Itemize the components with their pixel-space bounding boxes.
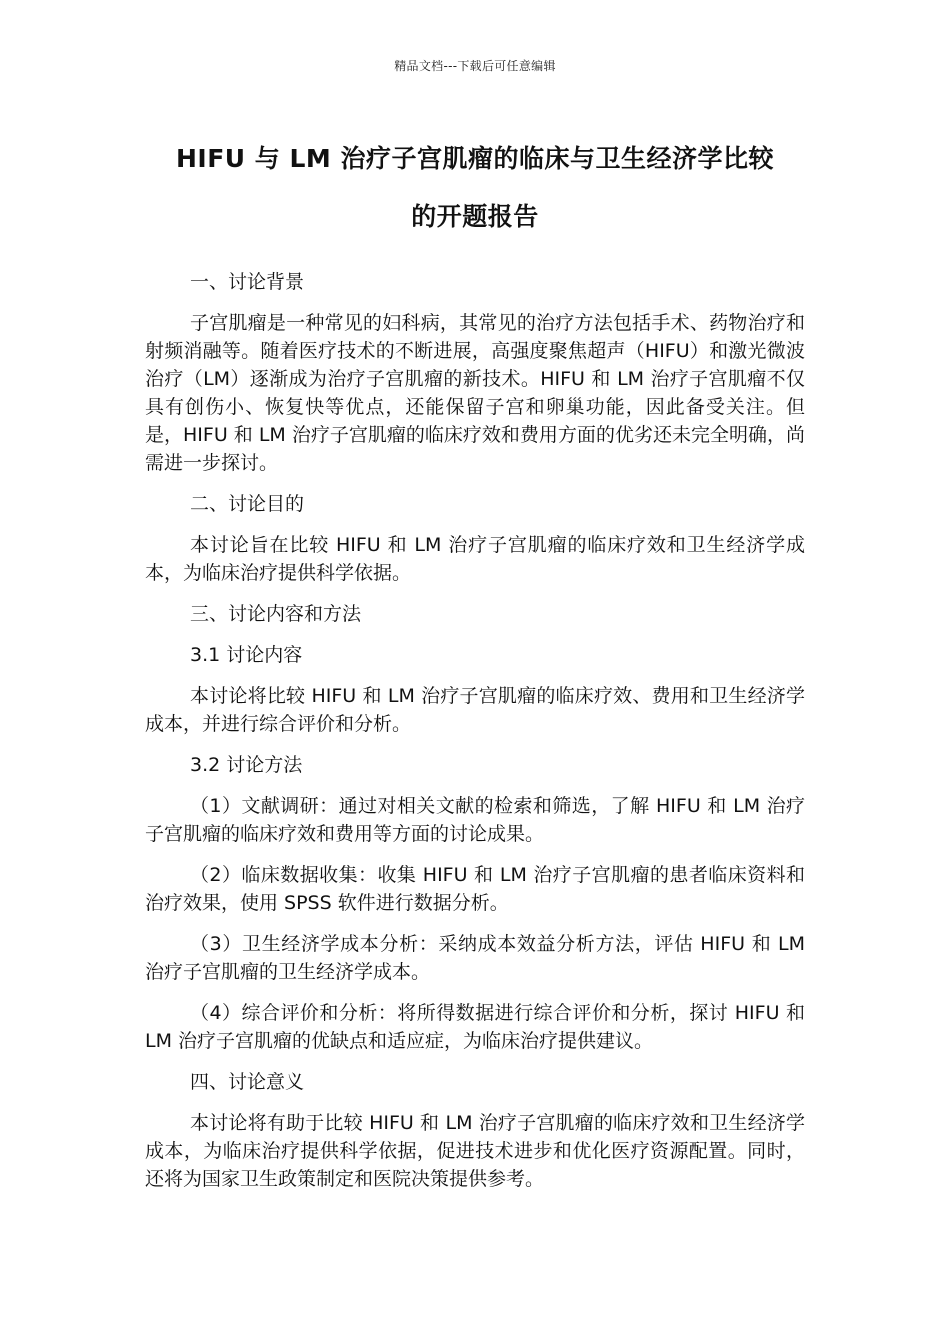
- document-body: [145, 268, 805, 1206]
- method-item: （3）卫生经济学成本分析：采纳成本效益分析方法，评估 HIFU 和 LM 治疗子宫肌瘤的卫生经济学成本。: [145, 933, 805, 983]
- title-line-2: 的开题报告: [411, 202, 539, 231]
- subsection-heading-method: 3.2 讨论方法: [190, 754, 303, 776]
- section-heading-content-method: 三、讨论内容和方法: [190, 603, 362, 625]
- method-item: （1）文献调研：通过对相关文献的检索和筛选，了解 HIFU 和 LM 治疗子宫肌瘤的临床疗效和费用等方面的讨论成果。: [145, 795, 805, 845]
- section-heading-purpose: 二、讨论目的: [190, 493, 305, 515]
- method-item: （2）临床数据收集：收集 HIFU 和 LM 治疗子宫肌瘤的患者临床资料和治疗效果，使用 SPSS 软件进行数据分析。: [145, 864, 805, 914]
- paragraph-background: 子宫肌瘤是一种常见的妇科病，其常见的治疗方法包括手术、药物治疗和射频消融等。随着医疗技术的不断进展，高强度聚焦超声（HIFU）和激光微波治疗（LM）逐渐成为治疗子宫肌瘤的新技术。HIFU 和 LM 治疗子宫肌瘤不仅具有创伤小、恢复快等优点，还能保留子宫和卵巢功能，因此备受关注。但是，HIFU 和 LM 治疗子宫肌瘤的临床疗效和费用方面的优劣还未完全明确，尚需进一步探讨。: [145, 312, 805, 474]
- title-line-1: HIFU 与 LM 治疗子宫肌瘤的临床与卫生经济学比较: [175, 144, 775, 173]
- method-item: （4）综合评价和分析：将所得数据进行综合评价和分析，探讨 HIFU 和 LM 治疗子宫肌瘤的优缺点和适应症，为临床治疗提供建议。: [145, 1002, 805, 1052]
- paragraph-content: 本讨论将比较 HIFU 和 LM 治疗子宫肌瘤的临床疗效、费用和卫生经济学成本，并进行综合评价和分析。: [145, 685, 805, 735]
- document-title: [120, 130, 830, 246]
- paragraph-purpose: 本讨论旨在比较 HIFU 和 LM 治疗子宫肌瘤的临床疗效和卫生经济学成本，为临床治疗提供科学依据。: [145, 534, 805, 584]
- subsection-heading-content: 3.1 讨论内容: [190, 644, 303, 666]
- paragraph-significance: 本讨论将有助于比较 HIFU 和 LM 治疗子宫肌瘤的临床疗效和卫生经济学成本，为临床治疗提供科学依据，促进技术进步和优化医疗资源配置。同时，还将为国家卫生政策制定和医院决策提供参考。: [145, 1112, 805, 1190]
- section-heading-background: 一、讨论背景: [190, 271, 305, 293]
- header-note: 精品文档---下载后可任意编辑: [394, 59, 556, 73]
- section-heading-significance: 四、讨论意义: [190, 1071, 305, 1093]
